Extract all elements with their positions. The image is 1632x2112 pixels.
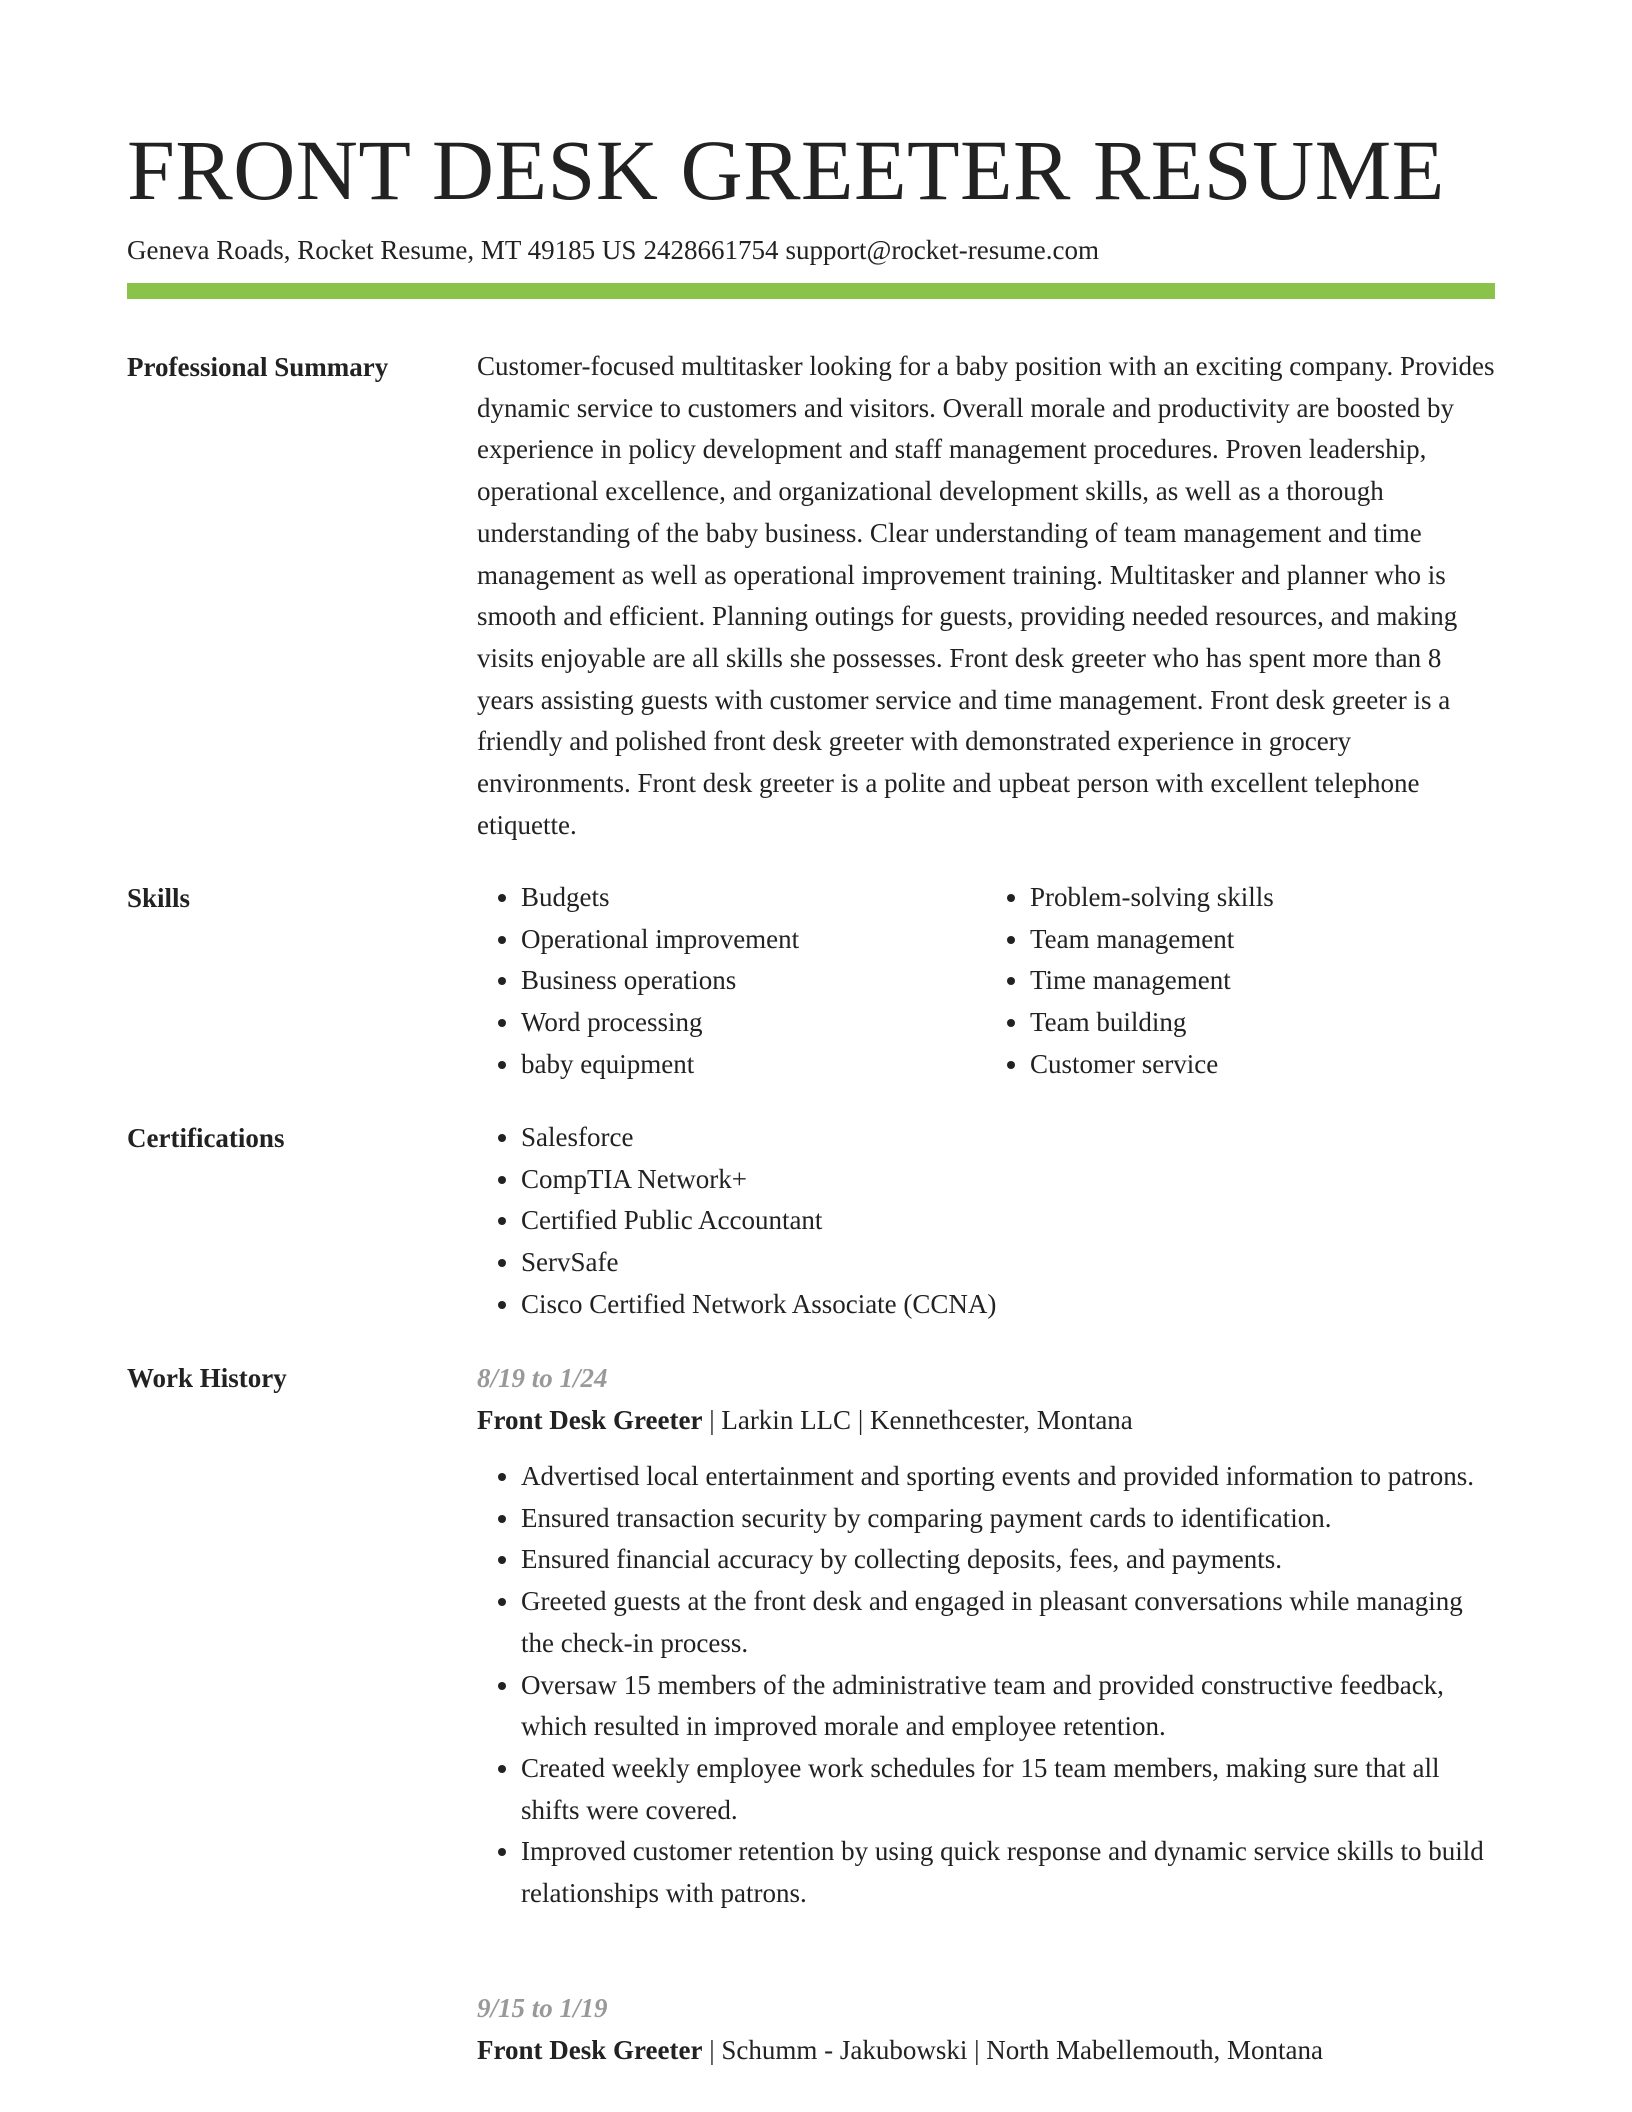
job-duty-item: • Advertised local entertainment and sporting events and provided information to patrons. [521, 1456, 1495, 1498]
job-dates: 9/15 to 1/19 [477, 1993, 608, 2023]
job-entry-2-body [477, 1987, 1495, 2071]
job-duty-item: • Oversaw 15 members of the administrative team and provided constructive feedback, which resulted in improved morale and employee retention. [521, 1665, 1495, 1748]
separator: | [967, 2035, 987, 2065]
job-company: Larkin LLC [721, 1405, 852, 1435]
skill-item: • Problem-solving skills [1030, 877, 1495, 919]
skills-column-1 [477, 877, 986, 1086]
skill-item: • Team building [1030, 1002, 1495, 1044]
accent-divider [127, 283, 1495, 299]
summary-text: Customer-focused multitasker looking for a baby position with an exciting company. Provides dynamic service to customers and visitors. Overall morale and productivity are boosted by experience in policy development and staff management procedures. Proven leadership, operational excellence, and organizational development skills, as well as a thorough understanding of the baby business. Clear understanding of team management and time management as well as operational improvement training. Multitasker and planner who is smooth and efficient. Planning outings for guests, providing needed resources, and making visits enjoyable are all skills she possesses. Front desk greeter who has spent more than 8 years assisting guests with customer service and time management. Front desk greeter is a friendly and polished front desk greeter with demonstrated experience in grocery environments. Front desk greeter is a polite and upbeat person with excellent telephone etiquette. [477, 351, 1495, 840]
work-history-body [477, 1357, 1495, 1915]
certification-item: • Cisco Certified Network Associate (CCNA) [521, 1284, 1495, 1326]
job-company: Schumm - Jakubowski [721, 2035, 968, 2065]
skill-item: • Operational improvement [521, 919, 986, 961]
job-header [477, 2029, 1495, 2071]
job-duty-item: • Created weekly employee work schedules for 15 team members, making sure that all shifts were covered. [521, 1748, 1495, 1831]
skill-item: • baby equipment [521, 1044, 986, 1086]
skill-item: • Budgets [521, 877, 986, 919]
skill-item: • Business operations [521, 960, 986, 1002]
skills-column-2 [986, 877, 1495, 1086]
separator: | [702, 1405, 722, 1435]
skill-item: • Word processing [521, 1002, 986, 1044]
job-duty-item: • Ensured transaction security by comparing payment cards to identification. [521, 1498, 1495, 1540]
contact-address: Geneva Roads, Rocket Resume, MT 49185 US [127, 235, 637, 265]
skill-item: • Team management [1030, 919, 1495, 961]
separator: | [851, 1405, 870, 1435]
job-header [477, 1399, 1495, 1441]
summary-body [477, 346, 1495, 846]
certification-item: • Certified Public Accountant [521, 1200, 1495, 1242]
resume-header [127, 118, 1495, 268]
job-duties [477, 1456, 1495, 1915]
contact-phone: 2428661754 [643, 235, 779, 265]
skill-item: • Time management [1030, 960, 1495, 1002]
certification-item: • CompTIA Network+ [521, 1159, 1495, 1201]
skills-list [477, 877, 1495, 1086]
job-location: Kennethcester, Montana [869, 1405, 1133, 1435]
skill-item: • Customer service [1030, 1044, 1495, 1086]
certification-item: • Salesforce [521, 1117, 1495, 1159]
certification-item: • ServSafe [521, 1242, 1495, 1284]
job-entry [477, 1357, 1495, 1915]
work-history-heading: Work History [127, 1363, 287, 1393]
job-title: Front Desk Greeter [477, 2035, 703, 2065]
job-dates: 8/19 to 1/24 [477, 1363, 608, 1393]
summary-heading: Professional Summary [127, 352, 389, 382]
separator: | [702, 2035, 722, 2065]
job-duty-item: • Greeted guests at the front desk and engaged in pleasant conversations while managing the check-in process. [521, 1581, 1495, 1664]
job-duty-item: • Ensured financial accuracy by collecting deposits, fees, and payments. [521, 1539, 1495, 1581]
certifications-heading: Certifications [127, 1123, 285, 1153]
certifications-list [477, 1117, 1495, 1326]
job-location: North Mabellemouth, Montana [986, 2035, 1323, 2065]
job-title: Front Desk Greeter [477, 1405, 703, 1435]
contact-email: support@rocket-resume.com [785, 235, 1099, 265]
contact-line [127, 232, 1495, 268]
skills-heading: Skills [127, 883, 191, 913]
certifications-body [477, 1117, 1495, 1326]
resume-title: FRONT DESK GREETER RESUME [127, 122, 1445, 218]
job-duty-item: • Improved customer retention by using quick response and dynamic service skills to build relationships with patrons. [521, 1831, 1495, 1914]
